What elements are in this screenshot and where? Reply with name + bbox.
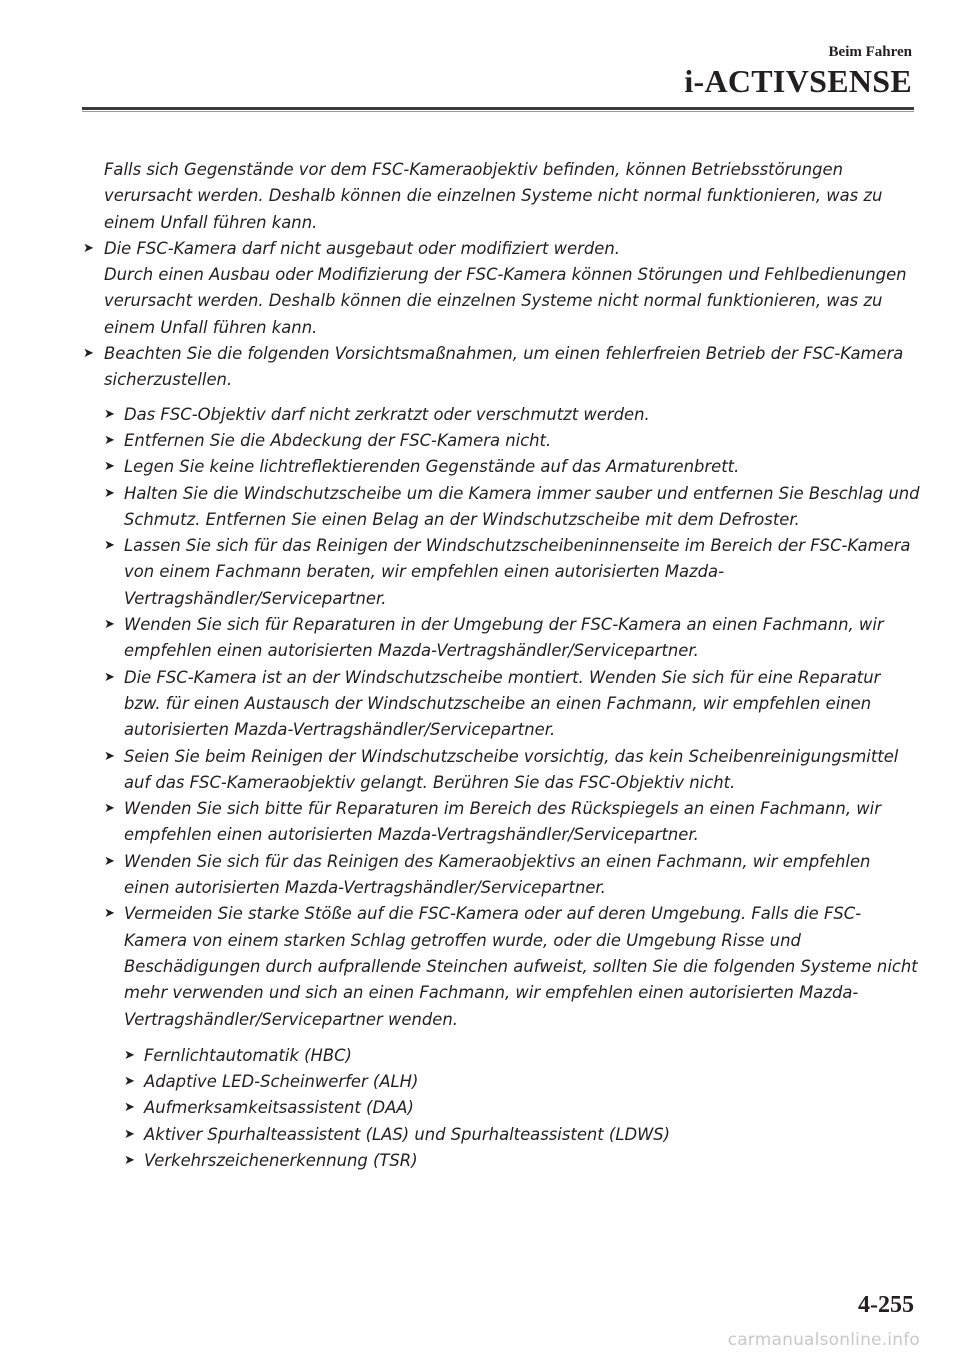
- precaution-text: Wenden Sie sich für Reparaturen in der Umgebung der FSC-Kamera an einen Fachmann, wir empfehlen einen autorisierten Mazda-Vertragshändler/Servicepartner.: [124, 615, 884, 661]
- arrow-bullet-icon: ➤: [104, 669, 115, 685]
- arrow-bullet-icon: ➤: [124, 1047, 135, 1063]
- precaution-text: Entfernen Sie die Abdeckung der FSC-Kamera nicht.: [124, 430, 552, 450]
- intro-paragraph: [80, 157, 920, 236]
- precaution-item: [80, 481, 920, 534]
- bullet-item: [80, 236, 920, 262]
- precaution-text: Die FSC-Kamera ist an der Windschutzscheibe montiert. Wenden Sie sich für eine Reparatur bzw. für einen Austausch der Windschutzscheibe an einen Fachmann, wir empfehlen einen autorisierten Mazda-Vertragshändler/Servicepartner.: [124, 667, 881, 740]
- header-rule-thin: [82, 111, 914, 112]
- arrow-bullet-icon: ➤: [104, 485, 115, 501]
- arrow-bullet-icon: ➤: [104, 617, 115, 633]
- precaution-text: Vermeiden Sie starke Stöße auf die FSC-Kamera oder auf deren Umgebung. Falls die FSC-Kamera von einem starken Schlag getroffen wurde, oder die Umgebung Risse und Beschädigungen durch aufprallende Steinchen aufweist, sollten Sie die folgenden Systeme nicht mehr verwenden und sich an einen Fachmann, wir empfehlen einen autorisierten Mazda-Vertragshändler/Servicepartner wenden.: [124, 904, 918, 1029]
- precaution-item: [80, 744, 920, 797]
- precaution-item: [80, 402, 920, 428]
- precaution-item: [80, 454, 920, 480]
- precaution-text: Halten Sie die Windschutzscheibe um die Kamera immer sauber und entfernen Sie Beschlag und Schmutz. Entfernen Sie einen Belag an der Windschutzscheibe mit dem Defroster.: [124, 483, 920, 529]
- precaution-item: [80, 533, 920, 612]
- page-header: [684, 44, 912, 98]
- bullet-text: Beachten Sie die folgenden Vorsichtsmaßnahmen, um einen fehlerfreien Betrieb der FSC-Kamera sicherzustellen.: [104, 344, 904, 390]
- system-item: [80, 1095, 920, 1121]
- arrow-bullet-icon: ➤: [83, 240, 94, 256]
- arrow-bullet-icon: ➤: [124, 1100, 135, 1116]
- precaution-text: Lassen Sie sich für das Reinigen der Windschutzscheibeninnenseite im Bereich der FSC-Kamera von einem Fachmann beraten, wir empfehlen einen autorisierten Mazda-Vertragshändler/Servicepartner.: [124, 536, 911, 608]
- arrow-bullet-icon: ➤: [104, 853, 115, 869]
- section-title: i-ACTIVSENSE: [684, 63, 912, 99]
- precaution-item: [80, 428, 920, 454]
- arrow-bullet-icon: ➤: [104, 432, 115, 448]
- system-text: Verkehrszeichenerkennung (TSR): [144, 1150, 418, 1170]
- arrow-bullet-icon: ➤: [124, 1152, 135, 1168]
- precaution-item: [80, 796, 920, 849]
- precaution-item: [80, 612, 920, 665]
- spacer: [80, 394, 920, 402]
- paragraph-text: Durch einen Ausbau oder Modifizierung der FSC-Kamera können Störungen und Fehlbedienungen verursacht werden. Deshalb können die einzelnen Systeme nicht normal funktionieren, was zu einem Unfall führen kann.: [104, 265, 907, 337]
- system-item: [80, 1069, 920, 1095]
- bullet-item: [80, 341, 920, 394]
- watermark-text[interactable]: carmanualsonline.info: [727, 1330, 920, 1350]
- precaution-text: Wenden Sie sich für das Reinigen des Kameraobjektivs an einen Fachmann, wir empfehlen einen autorisierten Mazda-Vertragshändler/Servicepartner.: [124, 851, 871, 898]
- paragraph: [80, 262, 920, 341]
- system-item: [80, 1043, 920, 1069]
- precaution-item: [80, 849, 920, 902]
- arrow-bullet-icon: ➤: [104, 406, 115, 422]
- precaution-item: [80, 901, 920, 1032]
- arrow-bullet-icon: ➤: [104, 748, 115, 764]
- precaution-text: Legen Sie keine lichtreflektierenden Gegenstände auf das Armaturenbrett.: [124, 457, 740, 477]
- arrow-bullet-icon: ➤: [104, 459, 115, 475]
- system-text: Aufmerksamkeitsassistent (DAA): [144, 1098, 414, 1118]
- system-text: Adaptive LED-Scheinwerfer (ALH): [144, 1072, 419, 1092]
- spacer: [80, 1033, 920, 1043]
- system-item: [80, 1148, 920, 1174]
- system-item: [80, 1122, 920, 1148]
- arrow-bullet-icon: ➤: [124, 1126, 135, 1142]
- arrow-bullet-icon: ➤: [104, 801, 115, 817]
- chapter-title: Beim Fahren: [828, 44, 912, 60]
- bullet-text: Die FSC-Kamera darf nicht ausgebaut oder modifiziert werden.: [104, 238, 620, 258]
- arrow-bullet-icon: ➤: [104, 906, 115, 922]
- precaution-item: [80, 665, 920, 744]
- arrow-bullet-icon: ➤: [104, 538, 115, 554]
- precaution-text: Seien Sie beim Reinigen der Windschutzscheibe vorsichtig, das kein Scheibenreinigungsmittel auf das FSC-Kameraobjektiv gelangt. Berühren Sie das FSC-Objektiv nicht.: [124, 746, 899, 792]
- page-content: [80, 157, 920, 1174]
- header-rule: [82, 107, 914, 110]
- precaution-text: Das FSC-Objektiv darf nicht zerkratzt oder verschmutzt werden.: [124, 404, 650, 424]
- page-number: 4-255: [858, 1292, 914, 1318]
- system-text: Aktiver Spurhalteassistent (LAS) und Spurhalteassistent (LDWS): [144, 1124, 671, 1144]
- arrow-bullet-icon: ➤: [83, 346, 94, 362]
- arrow-bullet-icon: ➤: [124, 1074, 135, 1090]
- system-text: Fernlichtautomatik (HBC): [144, 1045, 352, 1065]
- precaution-text: Wenden Sie sich bitte für Reparaturen im Bereich des Rückspiegels an einen Fachmann, wir empfehlen einen autorisierten Mazda-Vertragshändler/Servicepartner.: [124, 799, 881, 845]
- intro-text: Falls sich Gegenstände vor dem FSC-Kameraobjektiv befinden, können Betriebsstörungen verursacht werden. Deshalb können die einzelnen Systeme nicht normal funktionieren, was zu einem Unfall führen kann.: [104, 160, 883, 232]
